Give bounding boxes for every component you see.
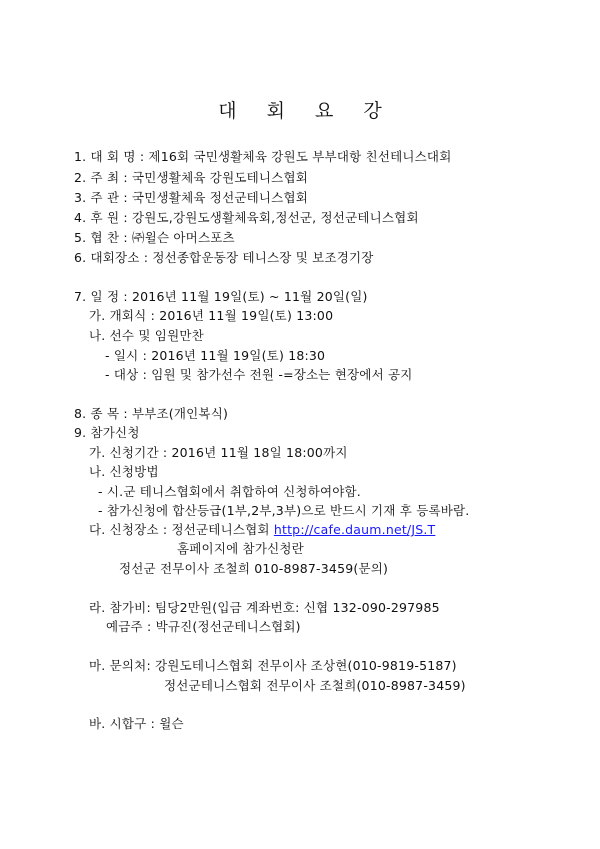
entry-fee: 라. 참가비: 팀당2만원(입금 계좌번호: 신협 132-090-297985: [89, 600, 440, 615]
account-holder: 예금주 : 박규진(정선군테니스협회): [106, 619, 301, 634]
dinner-time: - 일시 : 2016년 11월 19일(토) 18:30: [105, 348, 326, 363]
cafe-link[interactable]: http://cafe.daum.net/JS.T: [273, 522, 436, 537]
page-title: 대 회 요 강: [218, 100, 394, 122]
match-ball: 바. 시합구 : 윌슨: [89, 716, 184, 731]
item-event-name: 1. 대 회 명 : 제16회 국민생활체육 강원도 부부대항 친선테니스대회: [74, 149, 452, 164]
registration-homepage: 홈페이지에 참가신청란: [177, 541, 304, 556]
inquiry-1: 마. 문의처: 강원도테니스협회 전무이사 조상현(010-9819-5187): [89, 658, 457, 673]
method-note-2: - 참가신청에 합산등급(1부,2부,3부)으로 반드시 기재 후 등록바람.: [98, 503, 470, 518]
registration-place: [89, 522, 435, 538]
item-cosponsor: 5. 협 찬 : ㈜윌슨 아머스포츠: [74, 230, 235, 245]
schedule-opening: 가. 개회식 : 2016년 11월 19일(토) 13:00: [89, 308, 334, 323]
item-registration: 9. 참가신청: [74, 425, 140, 440]
item-organizer: 3. 주 관 : 국민생활체육 정선군테니스협회: [74, 190, 309, 205]
inquiry-2: 정선군테니스협회 전무이사 조철희(010-8987-3459): [164, 678, 466, 693]
method-note-1: - 시.군 테니스협회에서 취합하여 신청하여야함.: [98, 484, 361, 499]
item-venue: 6. 대회장소 : 정선종합운동장 테니스장 및 보조경기장: [74, 250, 374, 265]
item-host: 2. 주 최 : 국민생활체육 강원도테니스협회: [74, 170, 309, 185]
registration-period: 가. 신청기간 : 2016년 11월 18일 18:00까지: [89, 445, 348, 460]
schedule-dinner: 나. 선수 및 임원만찬: [89, 328, 204, 343]
registration-contact: 정선군 전무이사 조철희 010-8987-3459(문의): [119, 561, 389, 576]
dinner-target: - 대상 : 임원 및 참가선수 전원 -=장소는 현장에서 공지: [105, 367, 413, 382]
item-sponsor: 4. 후 원 : 강원도,강원도생활체육회,정선군, 정선군테니스협회: [74, 210, 419, 225]
item-category: 8. 종 목 : 부부조(개인복식): [74, 406, 229, 421]
registration-place-label: 다. 신청장소 : 정선군테니스협회: [89, 522, 274, 537]
item-schedule: 7. 일 정 : 2016년 11월 19일(토) ~ 11월 20일(일): [74, 289, 368, 304]
registration-method: 나. 신청방법: [89, 464, 159, 479]
